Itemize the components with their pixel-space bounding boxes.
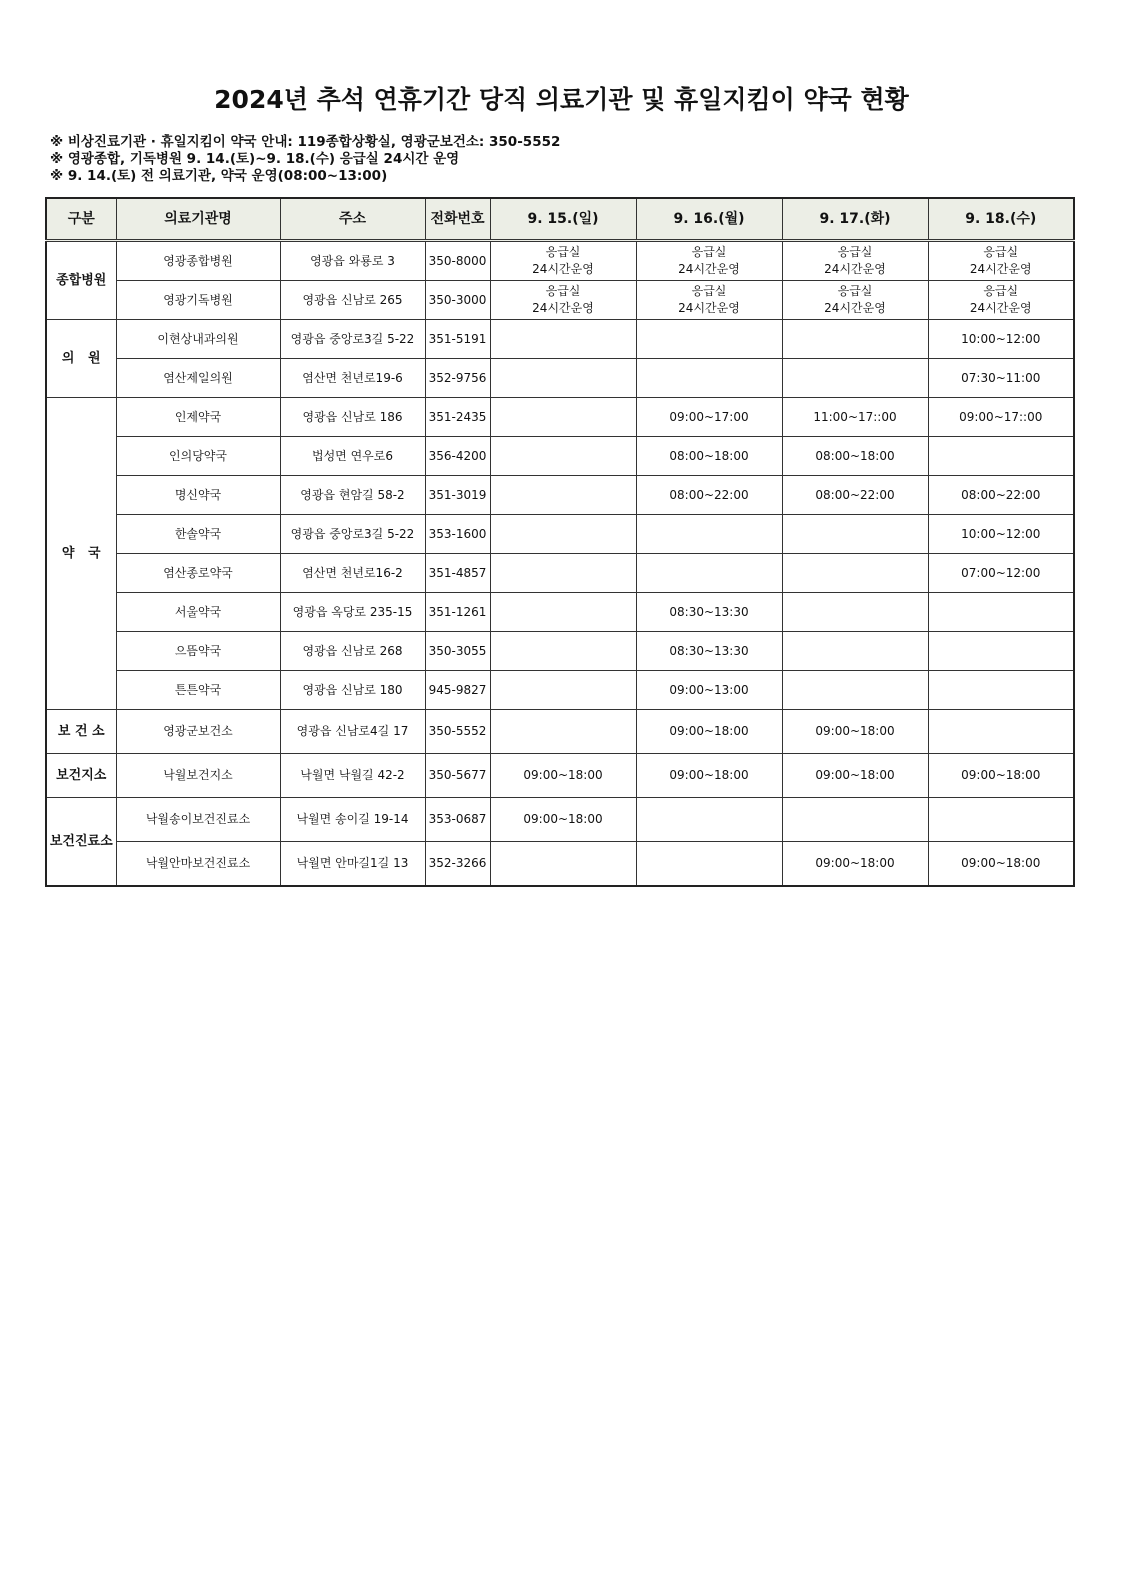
hours-cell: 08:00~22:00 bbox=[928, 476, 1074, 515]
hours-cell: 11:00~17::00 bbox=[782, 398, 928, 437]
hours-cell bbox=[782, 671, 928, 710]
institution-name: 인제약국 bbox=[116, 398, 280, 437]
table-row bbox=[46, 593, 1074, 632]
hours-cell: 응급실 24시간운영 bbox=[928, 281, 1074, 320]
table-row bbox=[46, 320, 1074, 359]
institution-name: 낙월보건지소 bbox=[116, 754, 280, 798]
hours-cell bbox=[928, 632, 1074, 671]
institution-address: 영광읍 옥당로 235-15 bbox=[280, 593, 425, 632]
institution-address: 영광읍 중앙로3길 5-22 bbox=[280, 320, 425, 359]
hours-cell bbox=[490, 320, 636, 359]
institution-name: 이현상내과의원 bbox=[116, 320, 280, 359]
hours-cell: 09:00~13:00 bbox=[636, 671, 782, 710]
hours-cell: 10:00~12:00 bbox=[928, 320, 1074, 359]
group-label: 약 국 bbox=[46, 398, 116, 710]
hours-cell bbox=[490, 710, 636, 754]
hours-cell: 07:30~11:00 bbox=[928, 359, 1074, 398]
institution-name: 인의당약국 bbox=[116, 437, 280, 476]
hours-cell: 응급실 24시간운영 bbox=[636, 241, 782, 281]
header-institution: 의료기관명 bbox=[116, 198, 280, 241]
hours-cell: 09:00~18:00 bbox=[928, 754, 1074, 798]
hours-cell bbox=[636, 842, 782, 887]
hours-cell: 08:30~13:30 bbox=[636, 632, 782, 671]
institution-name: 한솔약국 bbox=[116, 515, 280, 554]
hours-cell bbox=[636, 554, 782, 593]
institution-name: 낙월안마보건진료소 bbox=[116, 842, 280, 887]
page-title: 2024년 추석 연휴기간 당직 의료기관 및 휴일지킴이 약국 현황 bbox=[214, 85, 909, 114]
hours-cell: 09:00~18:00 bbox=[490, 798, 636, 842]
hours-cell bbox=[636, 798, 782, 842]
hours-cell bbox=[636, 515, 782, 554]
hours-cell: 08:00~18:00 bbox=[782, 437, 928, 476]
hours-cell bbox=[490, 476, 636, 515]
hours-cell: 09:00~18:00 bbox=[928, 842, 1074, 887]
institution-name: 서울약국 bbox=[116, 593, 280, 632]
group-label: 보건지소 bbox=[46, 754, 116, 798]
header-category: 구분 bbox=[46, 198, 116, 241]
institution-address: 영광읍 신남로 268 bbox=[280, 632, 425, 671]
hours-cell: 08:00~22:00 bbox=[636, 476, 782, 515]
institution-address: 낙월면 송이길 19-14 bbox=[280, 798, 425, 842]
institution-phone: 350-8000 bbox=[425, 241, 490, 281]
hours-cell bbox=[782, 515, 928, 554]
institution-phone: 350-3000 bbox=[425, 281, 490, 320]
institution-address: 염산면 천년로16-2 bbox=[280, 554, 425, 593]
institution-address: 영광읍 신남로 186 bbox=[280, 398, 425, 437]
hours-cell bbox=[782, 798, 928, 842]
hours-cell bbox=[928, 593, 1074, 632]
hours-cell bbox=[782, 632, 928, 671]
header-date-0918: 9. 18.(수) bbox=[928, 198, 1074, 241]
institution-name: 영광군보건소 bbox=[116, 710, 280, 754]
header-address: 주소 bbox=[280, 198, 425, 241]
institution-phone: 350-3055 bbox=[425, 632, 490, 671]
hours-cell bbox=[490, 842, 636, 887]
hours-cell: 응급실 24시간운영 bbox=[490, 241, 636, 281]
table-row bbox=[46, 754, 1074, 798]
hours-cell: 07:00~12:00 bbox=[928, 554, 1074, 593]
institution-address: 법성면 연우로6 bbox=[280, 437, 425, 476]
hours-cell: 09:00~17::00 bbox=[928, 398, 1074, 437]
hours-cell bbox=[490, 515, 636, 554]
header-date-0917: 9. 17.(화) bbox=[782, 198, 928, 241]
institution-phone: 351-2435 bbox=[425, 398, 490, 437]
table-row bbox=[46, 359, 1074, 398]
hours-cell: 08:00~22:00 bbox=[782, 476, 928, 515]
notice-line: ※ 9. 14.(토) 전 의료기관, 약국 운영(08:00~13:00) bbox=[50, 168, 388, 184]
institution-name: 염산종로약국 bbox=[116, 554, 280, 593]
header-date-0916: 9. 16.(월) bbox=[636, 198, 782, 241]
table-row bbox=[46, 476, 1074, 515]
hours-cell: 09:00~18:00 bbox=[782, 754, 928, 798]
hours-cell bbox=[928, 671, 1074, 710]
institution-address: 영광읍 신남로 180 bbox=[280, 671, 425, 710]
institution-phone: 352-3266 bbox=[425, 842, 490, 887]
hours-cell bbox=[636, 359, 782, 398]
hours-cell bbox=[782, 593, 928, 632]
hours-cell bbox=[490, 359, 636, 398]
institution-phone: 353-1600 bbox=[425, 515, 490, 554]
table-row bbox=[46, 281, 1074, 320]
hours-cell bbox=[490, 671, 636, 710]
hours-cell bbox=[490, 632, 636, 671]
table-row bbox=[46, 241, 1074, 281]
institution-phone: 351-3019 bbox=[425, 476, 490, 515]
institution-phone: 353-0687 bbox=[425, 798, 490, 842]
group-label: 의 원 bbox=[46, 320, 116, 398]
institution-name: 영광기독병원 bbox=[116, 281, 280, 320]
hours-cell bbox=[636, 320, 782, 359]
institution-name: 으뜸약국 bbox=[116, 632, 280, 671]
table-row bbox=[46, 437, 1074, 476]
hours-cell: 09:00~18:00 bbox=[782, 842, 928, 887]
table-row bbox=[46, 398, 1074, 437]
institution-phone: 945-9827 bbox=[425, 671, 490, 710]
table-row bbox=[46, 710, 1074, 754]
table-row bbox=[46, 515, 1074, 554]
institution-name: 명신약국 bbox=[116, 476, 280, 515]
hours-cell: 09:00~18:00 bbox=[636, 710, 782, 754]
institution-address: 염산면 천년로19-6 bbox=[280, 359, 425, 398]
institution-name: 영광종합병원 bbox=[116, 241, 280, 281]
hours-cell bbox=[490, 398, 636, 437]
hours-cell bbox=[490, 554, 636, 593]
hours-cell bbox=[490, 593, 636, 632]
institution-address: 영광읍 현암길 58-2 bbox=[280, 476, 425, 515]
institution-phone: 351-5191 bbox=[425, 320, 490, 359]
hours-cell bbox=[928, 710, 1074, 754]
hours-cell: 08:00~18:00 bbox=[636, 437, 782, 476]
group-label: 보건진료소 bbox=[46, 798, 116, 887]
header-date-0915: 9. 15.(일) bbox=[490, 198, 636, 241]
hours-cell: 응급실 24시간운영 bbox=[782, 281, 928, 320]
institution-name: 낙월송이보건진료소 bbox=[116, 798, 280, 842]
table-row bbox=[46, 671, 1074, 710]
table-row bbox=[46, 632, 1074, 671]
hours-cell: 09:00~18:00 bbox=[490, 754, 636, 798]
institution-phone: 351-4857 bbox=[425, 554, 490, 593]
group-label: 보 건 소 bbox=[46, 710, 116, 754]
hours-cell bbox=[490, 437, 636, 476]
institution-address: 낙월면 안마길1길 13 bbox=[280, 842, 425, 887]
hours-cell bbox=[928, 798, 1074, 842]
institution-phone: 350-5677 bbox=[425, 754, 490, 798]
hours-cell: 09:00~18:00 bbox=[636, 754, 782, 798]
notice-line: ※ 영광종합, 기독병원 9. 14.(토)~9. 18.(수) 응급실 24시간 운영 bbox=[50, 151, 460, 167]
duty-schedule-table bbox=[45, 197, 1075, 887]
hours-cell: 응급실 24시간운영 bbox=[928, 241, 1074, 281]
hours-cell bbox=[928, 437, 1074, 476]
notice-line: ※ 비상진료기관 · 휴일지킴이 약국 안내: 119종합상황실, 영광군보건소: 350-5552 bbox=[50, 134, 561, 150]
hours-cell: 응급실 24시간운영 bbox=[490, 281, 636, 320]
hours-cell: 09:00~18:00 bbox=[782, 710, 928, 754]
table-row bbox=[46, 798, 1074, 842]
institution-phone: 352-9756 bbox=[425, 359, 490, 398]
table-row bbox=[46, 554, 1074, 593]
institution-name: 염산제일의원 bbox=[116, 359, 280, 398]
institution-phone: 350-5552 bbox=[425, 710, 490, 754]
hours-cell: 09:00~17:00 bbox=[636, 398, 782, 437]
institution-address: 영광읍 신남로4길 17 bbox=[280, 710, 425, 754]
header-row bbox=[46, 198, 1074, 241]
notice-list bbox=[50, 134, 560, 185]
institution-phone: 356-4200 bbox=[425, 437, 490, 476]
institution-address: 영광읍 신남로 265 bbox=[280, 281, 425, 320]
institution-address: 영광읍 와룡로 3 bbox=[280, 241, 425, 281]
institution-address: 영광읍 중앙로3길 5-22 bbox=[280, 515, 425, 554]
table-row bbox=[46, 842, 1074, 887]
hours-cell: 10:00~12:00 bbox=[928, 515, 1074, 554]
institution-name: 튼튼약국 bbox=[116, 671, 280, 710]
hours-cell: 응급실 24시간운영 bbox=[782, 241, 928, 281]
institution-address: 낙월면 낙월길 42-2 bbox=[280, 754, 425, 798]
hours-cell bbox=[782, 320, 928, 359]
institution-phone: 351-1261 bbox=[425, 593, 490, 632]
group-label: 종합병원 bbox=[46, 241, 116, 320]
hours-cell: 응급실 24시간운영 bbox=[636, 281, 782, 320]
header-phone: 전화번호 bbox=[425, 198, 490, 241]
hours-cell bbox=[782, 359, 928, 398]
hours-cell bbox=[782, 554, 928, 593]
hours-cell: 08:30~13:30 bbox=[636, 593, 782, 632]
